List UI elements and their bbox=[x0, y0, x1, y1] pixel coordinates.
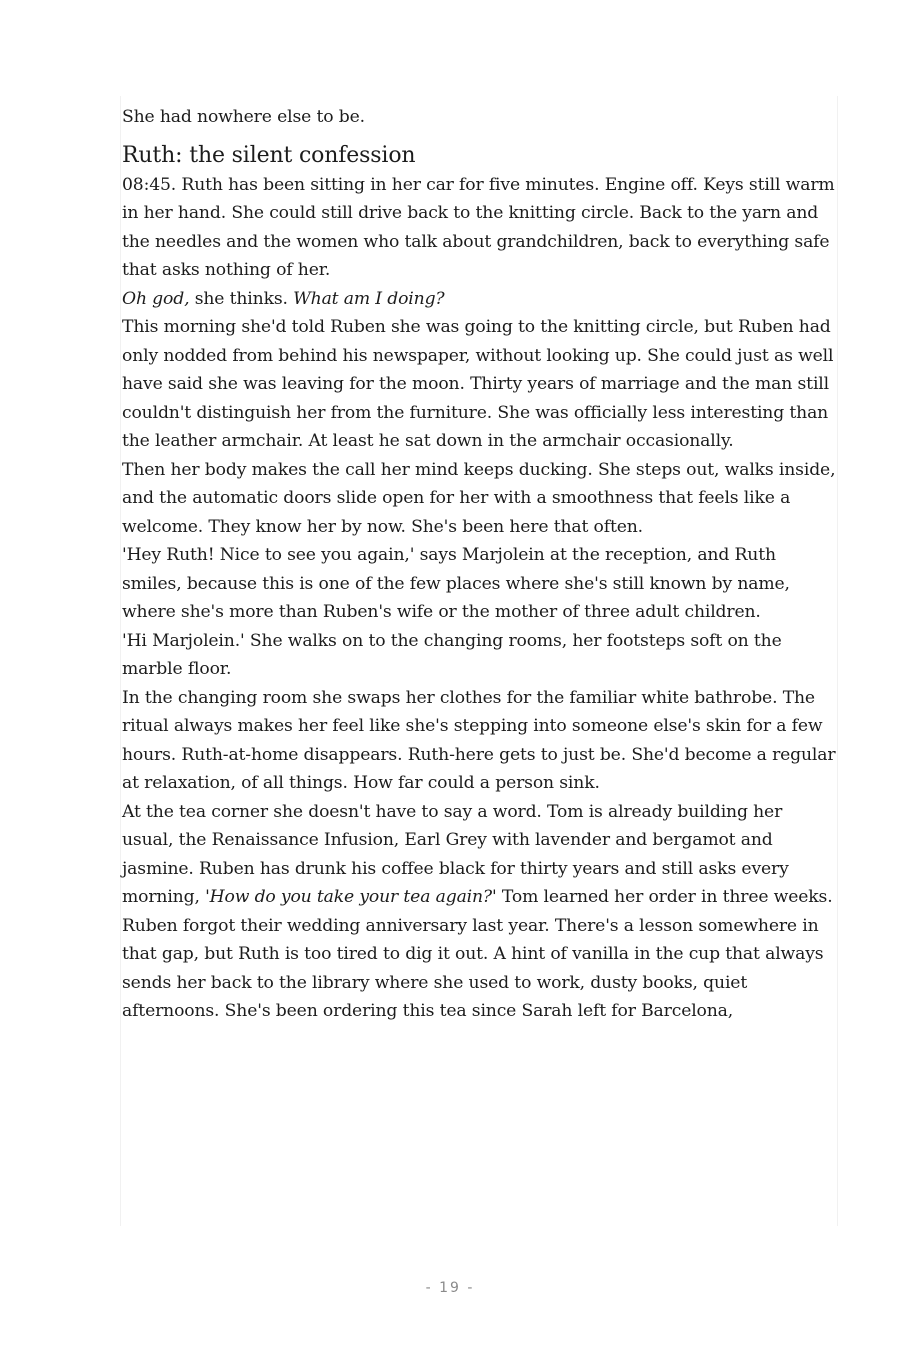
paragraph-4: Then her body makes the call her mind keeps ducking. She steps out, walks inside, and the automatic doors slide open for her with a smoothness that feels like a welcome. They know her by now. She's been here that often. bbox=[122, 459, 836, 537]
section-heading: Ruth: the silent confession bbox=[122, 142, 416, 168]
page-number: - 19 - bbox=[425, 1280, 475, 1296]
paragraph-2-italic-a: Oh god, bbox=[122, 288, 190, 309]
paragraph-7: In the changing room she swaps her clothes for the familiar white bathrobe. The ritual always makes her feel like she's stepping into someone else's skin for a few hours. Ruth-at-home disappears. Ruth-here gets to just be. She'd become a regular at relaxation, of all things. How far could a person sink. bbox=[122, 687, 836, 793]
body-text bbox=[122, 103, 838, 1026]
paragraph-8 bbox=[122, 798, 838, 1026]
paragraph-1: 08:45. Ruth has been sitting in her car for five minutes. Engine off. Keys still warm in her hand. She could still drive back to the knitting circle. Back to the yarn and the needles and the women who talk about grandchildren, back to everything safe that asks nothing of her. bbox=[122, 174, 835, 280]
paragraph-2-italic-b: What am I doing? bbox=[293, 288, 445, 309]
paragraph-8-italic: 'How do you take your tea again?' bbox=[205, 887, 497, 907]
paragraph-2-plain: she thinks. bbox=[189, 288, 294, 309]
lead-line: She had nowhere else to be. bbox=[122, 107, 365, 127]
paragraph-2 bbox=[122, 285, 838, 314]
paragraph-8-part-a: At the tea corner she doesn't have to say a word. Tom is already building her usual, the Renaissance Infusion, Earl Grey with lavender and bergamot and jasmine. Ruben has drunk his coffee black for thirty years and still asks every morning, bbox=[122, 801, 789, 907]
paragraph-3: This morning she'd told Ruben she was going to the knitting circle, but Ruben had only nodded from behind his newspaper, without looking up. She could just as well have said she was leaving for the moon. Thirty years of marriage and the man still couldn't distinguish her from the furniture. She was officially less interesting than the leather armchair. At least he sat down in the armchair occasionally. bbox=[122, 317, 834, 451]
paragraph-8-part-b: Tom learned her order in three weeks. Ruben forgot their wedding anniversary last year. There's a lesson somewhere in that gap, but Ruth is too tired to dig it out. A hint of vanilla in the cup that always sends her back to the library where she used to work, dusty books, quiet afternoons. She's been ordering this tea since Sarah left for Barcelona, bbox=[122, 887, 833, 1021]
paragraph-5: 'Hey Ruth! Nice to see you again,' says Marjolein at the reception, and Ruth smiles, because this is one of the few places where she's still known by name, where she's more than Ruben's wife or the mother of three adult children. bbox=[122, 545, 790, 622]
paragraph-6: 'Hi Marjolein.' She walks on to the changing rooms, her footsteps soft on the marble floor. bbox=[122, 630, 782, 679]
